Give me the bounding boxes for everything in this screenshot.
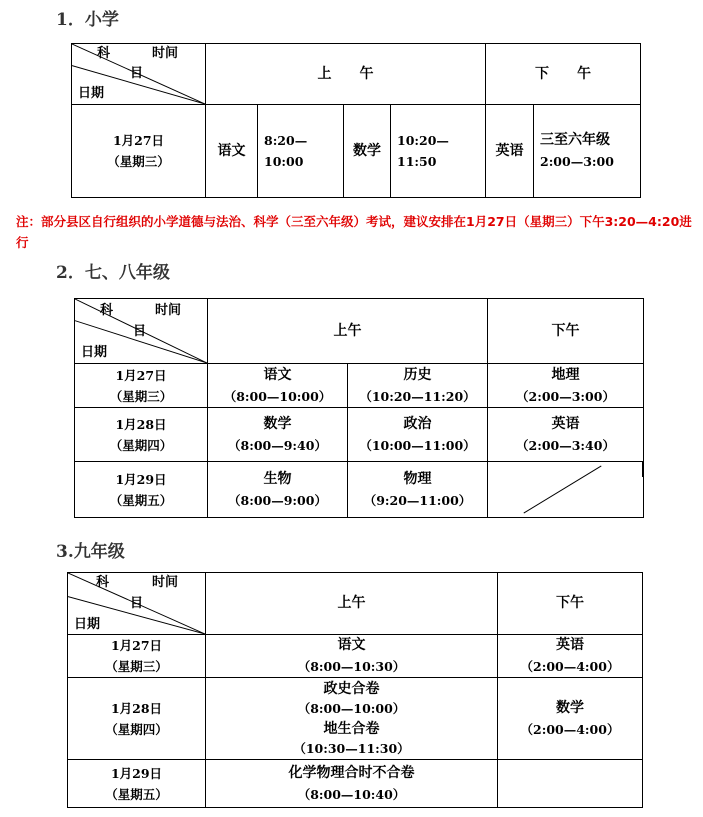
morning-header: 上 午 — [206, 44, 486, 105]
table-row — [75, 364, 644, 408]
grade78-schedule-table — [74, 298, 644, 518]
empty-slash-cell — [488, 462, 644, 518]
exam-cell: 数学 （2:00—4:00） — [498, 678, 643, 760]
exam-cell: 政治 （10:00—11:00） — [348, 408, 488, 462]
corner-time: 时间 — [152, 575, 179, 590]
date-cell: 1月27日 （星期三） — [68, 635, 206, 678]
table-row — [68, 635, 643, 678]
exam-cell: 语文 （8:00—10:30） — [206, 635, 498, 678]
exam-cell: 生物 （8:00—9:00） — [208, 462, 348, 518]
section-grade9-heading: 3.九年级 — [56, 542, 125, 562]
afternoon-header: 下午 — [488, 299, 644, 364]
corner-subject-top: 科 — [100, 303, 114, 318]
table-row — [75, 408, 644, 462]
exam-cell: 数学 （8:00—9:40） — [208, 408, 348, 462]
exam-cell: 地理 （2:00—3:00） — [488, 364, 644, 408]
table-edge-mark — [642, 461, 644, 477]
corner-subject-top: 科 — [97, 46, 111, 61]
afternoon-header: 下午 — [498, 573, 643, 635]
exam-cell: 英语 （2:00—4:00） — [498, 635, 643, 678]
grade9-schedule-table — [67, 572, 643, 808]
table-corner-header — [68, 573, 206, 635]
red-note: 注：部分县区自行组织的小学道德与法治、科学（三至六年级）考试，建议安排在1月27日（星期三）下午3:20—4:20进行 — [16, 214, 692, 250]
corner-date: 日期 — [81, 345, 108, 360]
subject-cell: 语文 — [206, 105, 258, 198]
exam-cell: 语文 （8:00—10:00） — [208, 364, 348, 408]
section-grade78-heading: 2．七、八年级 — [56, 263, 170, 283]
exam-cell: 化学物理合时不合卷 （8:00—10:40） — [206, 760, 498, 808]
corner-date: 日期 — [78, 86, 105, 101]
date-cell: 1月27日 （星期三） — [75, 364, 208, 408]
table-row — [68, 678, 643, 760]
date-cell: 1月29日 （星期五） — [75, 462, 208, 518]
date-cell: 1月28日 （星期四） — [68, 678, 206, 760]
corner-time: 时间 — [152, 46, 179, 61]
corner-subject-bottom: 目 — [133, 324, 147, 339]
date-cell: 1月28日 （星期四） — [75, 408, 208, 462]
table-corner-header — [75, 299, 208, 364]
table-corner-header — [72, 44, 206, 105]
exam-cell: 政史合卷 （8:00—10:00） 地生合卷 （10:30—11:30） — [206, 678, 498, 760]
corner-date: 日期 — [74, 617, 101, 632]
table-row — [68, 760, 643, 808]
exam-cell: 英语 （2:00—3:40） — [488, 408, 644, 462]
corner-subject-top: 科 — [96, 575, 110, 590]
corner-subject-bottom: 目 — [130, 596, 144, 611]
exam-cell: 历史 （10:20—11:20） — [348, 364, 488, 408]
time-cell: 三至六年级 2:00—3:00 — [534, 105, 641, 198]
morning-header: 上午 — [208, 299, 488, 364]
subject-cell: 数学 — [344, 105, 391, 198]
date-cell: 1月29日 （星期五） — [68, 760, 206, 808]
afternoon-header: 下 午 — [486, 44, 641, 105]
subject-cell: 英语 — [486, 105, 534, 198]
section-primary-heading: 1．小学 — [56, 10, 119, 30]
corner-subject-bottom: 目 — [130, 66, 144, 81]
exam-cell: 物理 （9:20—11:00） — [348, 462, 488, 518]
date-cell: 1月27日 （星期三） — [72, 105, 206, 198]
table-row — [75, 462, 644, 518]
primary-schedule-table — [71, 43, 641, 198]
time-cell: 8:20— 10:00 — [258, 105, 344, 198]
corner-time: 时间 — [155, 303, 182, 318]
empty-cell — [498, 760, 643, 808]
morning-header: 上午 — [206, 573, 498, 635]
time-cell: 10:20— 11:50 — [391, 105, 486, 198]
